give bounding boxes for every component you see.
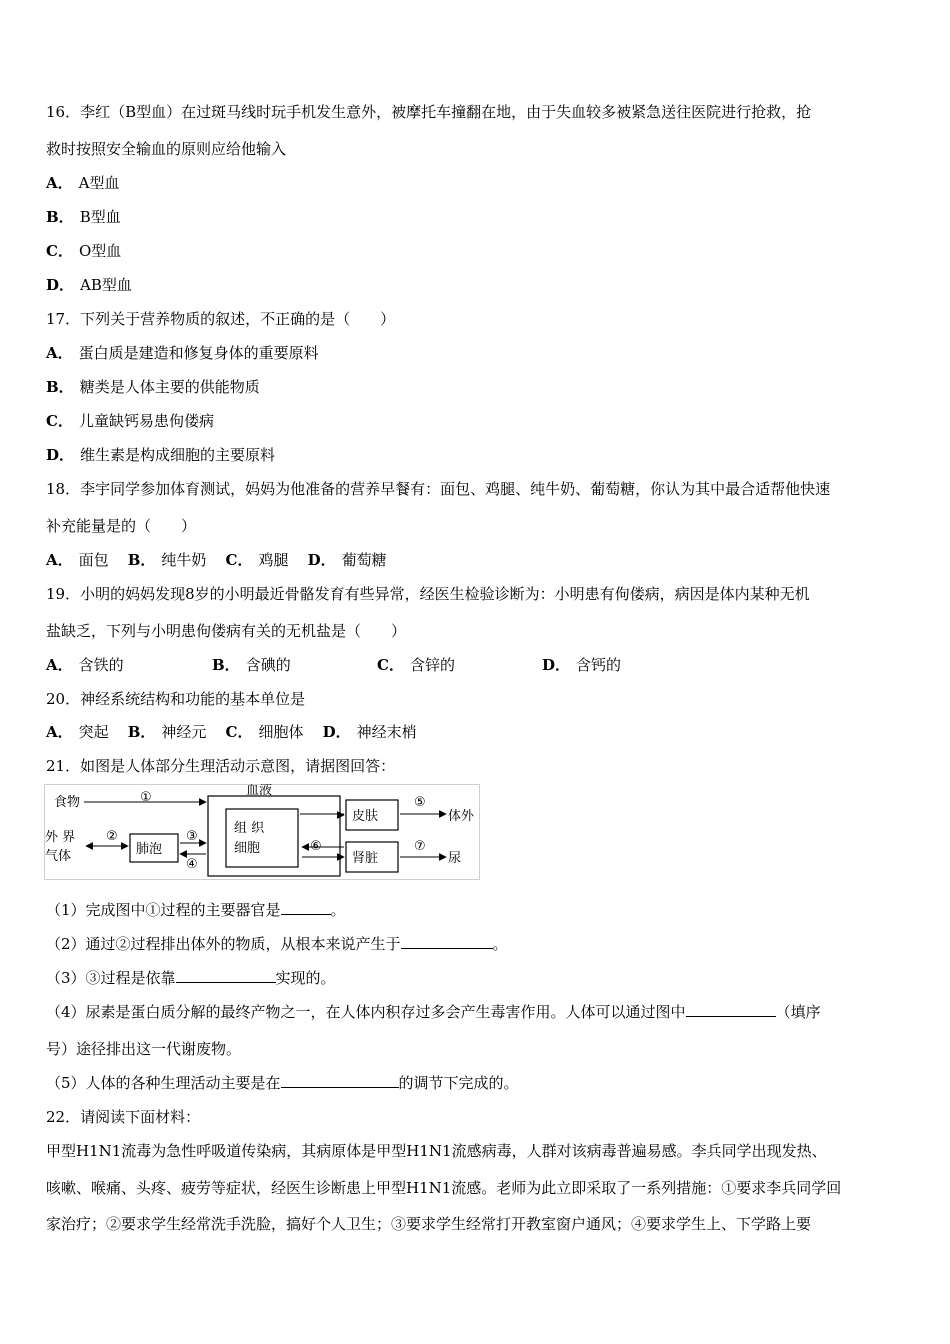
option-label: A． (46, 551, 73, 569)
option-label: D． (46, 276, 75, 294)
q19-option-a (46, 655, 124, 675)
option-label: D． (46, 446, 75, 464)
q16-option-b (46, 207, 121, 227)
option-text: AB型血 (80, 276, 132, 294)
q21-sub4 (46, 1002, 821, 1022)
q22-para-line2: 咳嗽、喉痛、头疼、疲劳等症状，经医生诊断患上甲型H1N1流感。老师为此立即采取了一系列措施：①要求李兵同学回 (46, 1179, 842, 1197)
option-text: 含碘的 (245, 656, 291, 674)
option-text: 鸡腿 (258, 551, 289, 569)
q18-stem-line2: 补充能量是的（ ） (46, 517, 197, 535)
q21-stem: 21．如图是人体部分生理活动示意图，请据图回答： (46, 757, 396, 775)
option-label: D． (307, 551, 336, 569)
q21-sub3 (46, 968, 336, 988)
option-label: D． (322, 723, 351, 741)
sub5-text: （5）人体的各种生理活动主要是在 (46, 1074, 281, 1092)
blood-box (208, 796, 340, 876)
q19-option-d (542, 655, 621, 675)
q17-option-b (46, 377, 260, 397)
option-label: A． (46, 344, 73, 362)
sub2-text: （2）通过②过程排出体外的物质，从根本来说产生于 (46, 935, 401, 953)
q16-option-d (46, 275, 132, 295)
tissue-label-1: 组 织 (234, 821, 265, 836)
option-text: 神经元 (161, 723, 207, 741)
option-text: A型血 (78, 174, 120, 192)
option-label: A． (46, 656, 73, 674)
q20-options (46, 722, 417, 742)
option-label: B． (127, 551, 156, 569)
q17-option-a (46, 343, 319, 363)
option-label: B． (46, 378, 74, 396)
q19-stem-line1: 19．小明的妈妈发现8岁的小明最近骨骼发育有些异常，经医生检验诊断为：小明患有佝偻病，病因是体内某种无机 (46, 585, 810, 603)
outside-label: 外 界 (45, 830, 76, 845)
q18-stem-line1: 18．李宇同学参加体育测试，妈妈为他准备的营养早餐有：面包、鸡腿、纯牛奶、葡萄糖，你认为其中最合适帮他快速 (46, 480, 831, 498)
kidney-label: 肾脏 (352, 851, 379, 866)
option-label: B． (212, 656, 240, 674)
q17-option-c (46, 411, 214, 431)
tissue-box (226, 809, 298, 867)
option-text: 蛋白质是建造和修复身体的重要原料 (78, 344, 319, 362)
option-label: C． (225, 551, 253, 569)
option-text: 面包 (78, 551, 109, 569)
num-1: ① (140, 790, 152, 805)
food-label: 食物 (54, 795, 81, 810)
q18-options (46, 550, 387, 570)
num-7: ⑦ (414, 839, 426, 854)
q21-sub5 (46, 1073, 519, 1093)
option-text: 维生素是构成细胞的主要原料 (80, 446, 276, 464)
sub3-text: （3）③过程是依靠 (46, 969, 176, 987)
q22-para-line1: 甲型H1N1流毒为急性呼吸道传染病，其病原体是甲型H1N1流感病毒，人群对该病毒普遍易感。李兵同学出现发热、 (46, 1142, 827, 1160)
answer-blank[interactable] (281, 1073, 399, 1088)
option-text: 糖类是人体主要的供能物质 (79, 378, 260, 396)
option-text: 纯牛奶 (161, 551, 207, 569)
option-label: D． (542, 656, 571, 674)
option-text: 突起 (78, 723, 109, 741)
option-label: A． (46, 723, 73, 741)
option-text: 细胞体 (258, 723, 304, 741)
tissue-label-2: 细胞 (234, 841, 261, 856)
num-2: ② (106, 829, 118, 844)
physiology-diagram (44, 784, 480, 880)
num-6: ⑥ (310, 839, 322, 854)
q22-stem: 22．请阅读下面材料： (46, 1108, 201, 1126)
q19-option-c (377, 655, 455, 675)
sub5-end: 的调节下完成的。 (398, 1074, 519, 1092)
sub1-text: （1）完成图中①过程的主要器官是 (46, 901, 281, 919)
answer-blank[interactable] (176, 968, 276, 983)
answer-blank[interactable] (686, 1002, 776, 1017)
blood-label: 血液 (246, 784, 273, 798)
body-out-label: 体外 (448, 809, 475, 824)
sub1-end: 。 (330, 901, 346, 919)
q17-option-d (46, 445, 275, 465)
option-text: 儿童缺钙易患佝偻病 (78, 412, 214, 430)
num-3: ③ (186, 829, 198, 844)
urine-label: 尿 (448, 851, 462, 866)
option-text: 神经末梢 (356, 723, 417, 741)
q19-option-b (212, 655, 291, 675)
sub4-text: （4）尿素是蛋白质分解的最终产物之一，在人体内积存过多会产生毒害作用。人体可以通过图中 (46, 1003, 686, 1021)
sub2-end: 。 (492, 935, 508, 953)
option-text: 含锌的 (409, 656, 455, 674)
option-text: O型血 (78, 242, 122, 260)
option-label: B． (46, 208, 74, 226)
alveoli-label: 肺泡 (136, 842, 163, 857)
q21-sub4-cont: 号）途径排出这一代谢废物。 (46, 1040, 242, 1058)
q16-option-a (46, 173, 119, 193)
gas-label: 气体 (45, 849, 72, 864)
answer-blank[interactable] (401, 934, 493, 949)
sub3-end: 实现的。 (275, 969, 336, 987)
option-text: 葡萄糖 (341, 551, 387, 569)
option-label: B． (127, 723, 156, 741)
q16-stem-line2: 救时按照安全输血的原则应给他输入 (46, 140, 287, 158)
num-5: ⑤ (414, 795, 426, 810)
skin-label: 皮肤 (352, 809, 379, 824)
q19-stem-line2: 盐缺乏，下列与小明患佝偻病有关的无机盐是（ ） (46, 622, 407, 640)
option-label: C． (46, 412, 73, 430)
q16-stem-line1: 16．李红（B型血）在过斑马线时玩手机发生意外，被摩托车撞翻在地，由于失血较多被紧急送往医院进行抢救，抢 (46, 103, 812, 121)
answer-blank[interactable] (281, 900, 331, 915)
q21-sub1 (46, 900, 346, 920)
q21-sub2 (46, 934, 508, 954)
option-text: B型血 (79, 208, 121, 226)
q17-stem: 17．下列关于营养物质的叙述，不正确的是（ ） (46, 310, 396, 328)
q20-stem: 20．神经系统结构和功能的基本单位是 (46, 690, 306, 708)
option-label: A． (46, 174, 73, 192)
option-label: C． (46, 242, 73, 260)
option-text: 含钙的 (576, 656, 622, 674)
q22-para-line3: 家治疗；②要求学生经常洗手洗脸，搞好个人卫生；③要求学生经常打开教室窗户通风；④要求学生上、下学路上要 (46, 1215, 812, 1233)
q16-option-c (46, 241, 121, 261)
option-label: C． (377, 656, 404, 674)
option-text: 含铁的 (78, 656, 124, 674)
option-label: C． (225, 723, 253, 741)
sub4-end: （填序 (775, 1003, 821, 1021)
num-4: ④ (186, 857, 198, 872)
